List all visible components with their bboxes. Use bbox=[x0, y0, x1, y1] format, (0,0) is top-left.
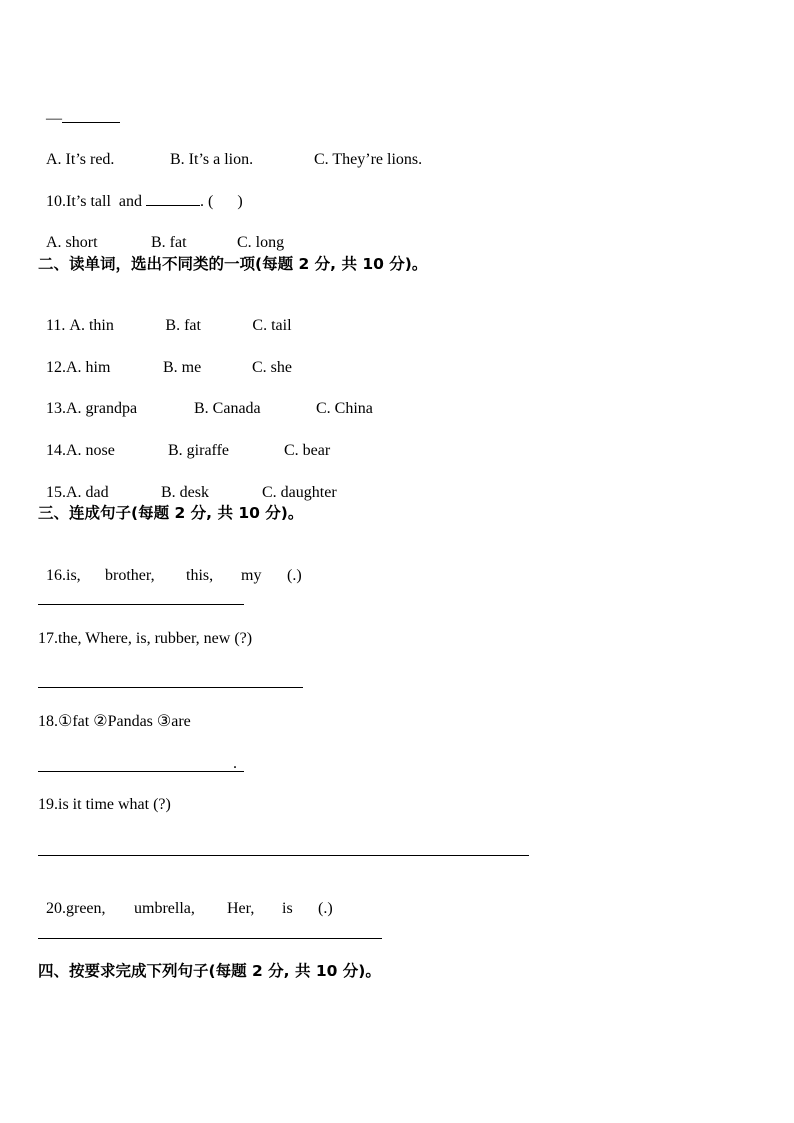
q11 bbox=[38, 296, 292, 336]
q9-option-b[interactable]: B. It’s a lion. bbox=[170, 151, 254, 168]
q20-punct: (.) bbox=[318, 900, 333, 917]
q16-number: 16. bbox=[46, 567, 66, 584]
q17-answer-line[interactable] bbox=[38, 687, 303, 688]
q16-answer-line[interactable] bbox=[38, 604, 244, 605]
q15-option-c[interactable]: C. daughter bbox=[262, 484, 337, 501]
q10-options bbox=[38, 213, 284, 253]
q14-option-a[interactable]: A. nose bbox=[66, 442, 115, 459]
q16-word-2: brother, bbox=[105, 567, 155, 584]
q13-number: 13. bbox=[46, 400, 66, 417]
q16-word-4: my bbox=[241, 567, 262, 584]
q11-number: 11. bbox=[46, 317, 66, 334]
q14-option-c[interactable]: C. bear bbox=[284, 442, 331, 459]
section-3-heading: 三、连成句子(每题 2 分, 共 10 分)。 bbox=[38, 504, 304, 522]
section-4-heading: 四、按要求完成下列句子(每题 2 分, 共 10 分)。 bbox=[38, 962, 381, 980]
q10-stem-text: 10.It’s tall and bbox=[46, 193, 142, 210]
section-2-heading: 二、读单词，选出不同类的一项(每题 2 分, 共 10 分)。 bbox=[38, 255, 428, 273]
q18-period: . bbox=[233, 755, 237, 772]
q18: 18.①fat ②Pandas ③are bbox=[38, 713, 191, 730]
q20 bbox=[38, 879, 333, 919]
q20-word-4: is bbox=[282, 900, 293, 917]
q16-punct: (.) bbox=[287, 567, 302, 584]
q9-blank[interactable] bbox=[62, 108, 120, 123]
q12 bbox=[38, 338, 292, 378]
q13-option-b[interactable]: B. Canada bbox=[194, 400, 261, 417]
q17: 17.the, Where, is, rubber, new (?) bbox=[38, 630, 253, 647]
q10-stem bbox=[38, 171, 243, 212]
q19: 19.is it time what (?) bbox=[38, 796, 171, 813]
q20-answer-line[interactable] bbox=[38, 938, 382, 939]
q11-option-c[interactable]: C. tail bbox=[252, 317, 292, 334]
q12-option-a[interactable]: A. him bbox=[66, 359, 111, 376]
q15-option-b[interactable]: B. desk bbox=[161, 484, 209, 501]
q10-option-b[interactable]: B. fat bbox=[151, 234, 187, 251]
q9-dash: — bbox=[46, 110, 62, 127]
q15-number: 15. bbox=[46, 484, 66, 501]
q14-option-b[interactable]: B. giraffe bbox=[168, 442, 230, 459]
q10-option-a[interactable]: A. short bbox=[46, 234, 98, 251]
q16 bbox=[38, 546, 302, 586]
q20-word-1: green, bbox=[66, 900, 106, 917]
q13 bbox=[38, 379, 373, 419]
q15 bbox=[38, 463, 337, 503]
q10-option-c[interactable]: C. long bbox=[237, 234, 285, 251]
q14 bbox=[38, 421, 330, 461]
q20-number: 20. bbox=[46, 900, 66, 917]
q20-word-2: umbrella, bbox=[134, 900, 195, 917]
q12-option-c[interactable]: C. she bbox=[252, 359, 292, 376]
q11-option-b[interactable]: B. fat bbox=[165, 317, 201, 334]
q13-option-a[interactable]: A. grandpa bbox=[66, 400, 138, 417]
q9-answer-line bbox=[38, 88, 120, 129]
q13-option-c[interactable]: C. China bbox=[316, 400, 373, 417]
q16-word-1: is, bbox=[66, 567, 81, 584]
q20-word-3: Her, bbox=[227, 900, 255, 917]
q12-option-b[interactable]: B. me bbox=[163, 359, 202, 376]
q12-number: 12. bbox=[46, 359, 66, 376]
q19-answer-line[interactable] bbox=[38, 855, 529, 856]
q15-option-a[interactable]: A. dad bbox=[66, 484, 109, 501]
q14-number: 14. bbox=[46, 442, 66, 459]
q9-option-a[interactable]: A. It’s red. bbox=[46, 151, 115, 168]
q11-option-a[interactable]: A. thin bbox=[69, 317, 114, 334]
q9-options bbox=[38, 130, 422, 170]
q9-option-c[interactable]: C. They’re lions. bbox=[314, 151, 423, 168]
q16-word-3: this, bbox=[186, 567, 214, 584]
q10-answer-paren: . ( ) bbox=[199, 193, 243, 210]
q18-answer-line[interactable] bbox=[38, 771, 244, 772]
q10-blank[interactable] bbox=[146, 191, 200, 206]
